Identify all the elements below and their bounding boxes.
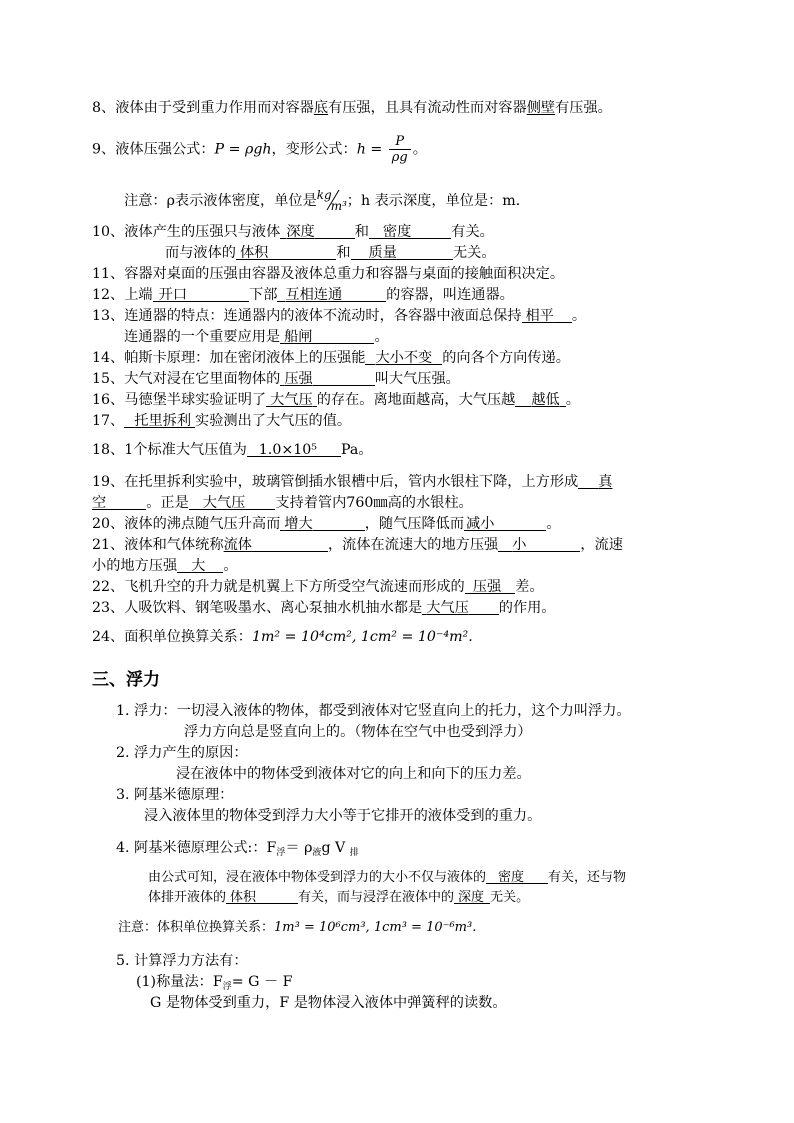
item-21b: 小的地方压强 大 。 [92, 558, 238, 574]
section-heading-buoyancy: 三、浮力 [92, 670, 160, 690]
item-14: 14、帕斯卡原理：加在密闭液体上的压强能 大小不变 的向各个方向传递。 [92, 350, 570, 366]
buoyancy-item-4b: 由公式可知，浸在液体中物体受到浮力的大小不仅与液体的 密度 有关，还与物 [148, 870, 627, 885]
item-24: 24、面积单位换算关系：1m² = 10⁴cm², 1cm² = 10⁻⁴m². [92, 629, 473, 645]
area-conversion-formula: 1m² = 10⁴cm², 1cm² = 10⁻⁴m². [251, 629, 473, 645]
item-10: 10、液体产生的压强只与液体 深度 和 密度 有关。 [92, 224, 494, 240]
buoyancy-item-4c: 体排开液体的 体积 有关，而与浸浮在液体中的 深度 无关。 [148, 890, 530, 905]
item-13: 13、连通器的特点：连通器内的液体不流动时，各容器中液面总保持 相平 。 [92, 308, 587, 324]
buoyancy-item-2: 2. 浮力产生的原因： [116, 745, 248, 761]
buoyancy-item-4: 4. 阿基米德原理公式:：$F_浮= \rho_液g$ V $_排$ [116, 840, 359, 858]
note-volume: 注意：体积单位换算关系：1m³ = 10⁶cm³, 1cm³ = 10⁻⁶m³. [118, 920, 477, 935]
buoyancy-item-5b: G 是物体受到重力，F 是物体浸入液体中弹簧秤的读数。 [150, 995, 507, 1011]
item-21: 21、液体和气体统称流体 ，流体在流速大的地方压强 小 ，流速 [92, 537, 623, 553]
item-13b: 连通器的一个重要应用是 船闸 。 [124, 329, 389, 345]
item-19b: 空 。正是 大气压 支持着管内760㎜高的水银柱。 [92, 495, 473, 511]
height-fraction: $\frac{P}{\rho g}$ [389, 134, 411, 165]
item-20: 20、液体的沸点随气压升高而 增大 ，随气压降低而 减小 。 [92, 516, 561, 532]
item-11: 11、容器对桌面的压强由容器及液体总重力和容器与桌面的接触面积决定。 [92, 266, 565, 282]
item-10b: 而与液体的 体积 和 质量 无关。 [165, 245, 496, 261]
note-density: 注意：ρ表示液体密度，单位是 kg m³ ；h 表示深度，单位是：m. [124, 188, 521, 213]
item-8: 8、液体由于受到重力作用而对容器底有压强，且具有流动性而对容器侧壁有压强。 [92, 100, 612, 116]
item-9: 9、液体压强公式：P = ρgh，变形公式：h = $\frac{P}{\rho g}$ 。 [92, 134, 427, 165]
item-18: 18、1个标准大气压值为 1.0×10⁵ Pa。 [92, 442, 373, 458]
buoyancy-item-3: 3. 阿基米德原理： [116, 787, 234, 803]
buoyancy-item-1b: 浮力方向总是竖直向上的。（物体在空气中也受到浮力） [184, 724, 532, 740]
item-19: 19、在托里拆利实验中，玻璃管倒插水银槽中后，管内水银柱下降，上方形成 真 [92, 474, 613, 490]
item-12: 12、上端 开口 下部 互相连通 的容器，叫连通器。 [92, 287, 514, 303]
buoyancy-item-3b: 浸入液体里的物体受到浮力大小等于它排开的液体受到的重力。 [144, 808, 542, 824]
buoyancy-item-5a: (1)称量法：$F_浮= G - F$ [136, 974, 293, 992]
buoyancy-item-5: 5. 计算浮力方法有： [116, 953, 248, 969]
pressure-formula: P = ρgh [214, 141, 272, 158]
item-17: 17、 托里拆利 实验测出了大气压的值。 [92, 413, 352, 429]
item-23: 23、人吸饮料、钢笔吸墨水、离心泵抽水机抽水都是 大气压 的作用。 [92, 600, 556, 616]
item-16: 16、马德堡半球实验证明了 大气压 的存在。离地面越高，大气压越 越低 。 [92, 392, 580, 408]
buoyancy-item-2b: 浸在液体中的物体受到液体对它的向上和向下的压力差。 [176, 766, 531, 782]
item-15: 15、大气对浸在它里面物体的 压强 叫大气压强。 [92, 371, 460, 387]
volume-conversion-formula: 1m³ = 10⁶cm³, 1cm³ = 10⁻⁶m³. [274, 920, 477, 935]
buoyancy-item-1: 1. 浮力：一切浸入液体的物体，都受到液体对它竖直向上的托力，这个力叫浮力。 [116, 703, 631, 719]
item-22: 22、飞机升空的升力就是机翼上下方所受空气流速而形成的 压强 差。 [92, 579, 544, 595]
unit-kg-per-m3: kg m³ [316, 188, 347, 213]
